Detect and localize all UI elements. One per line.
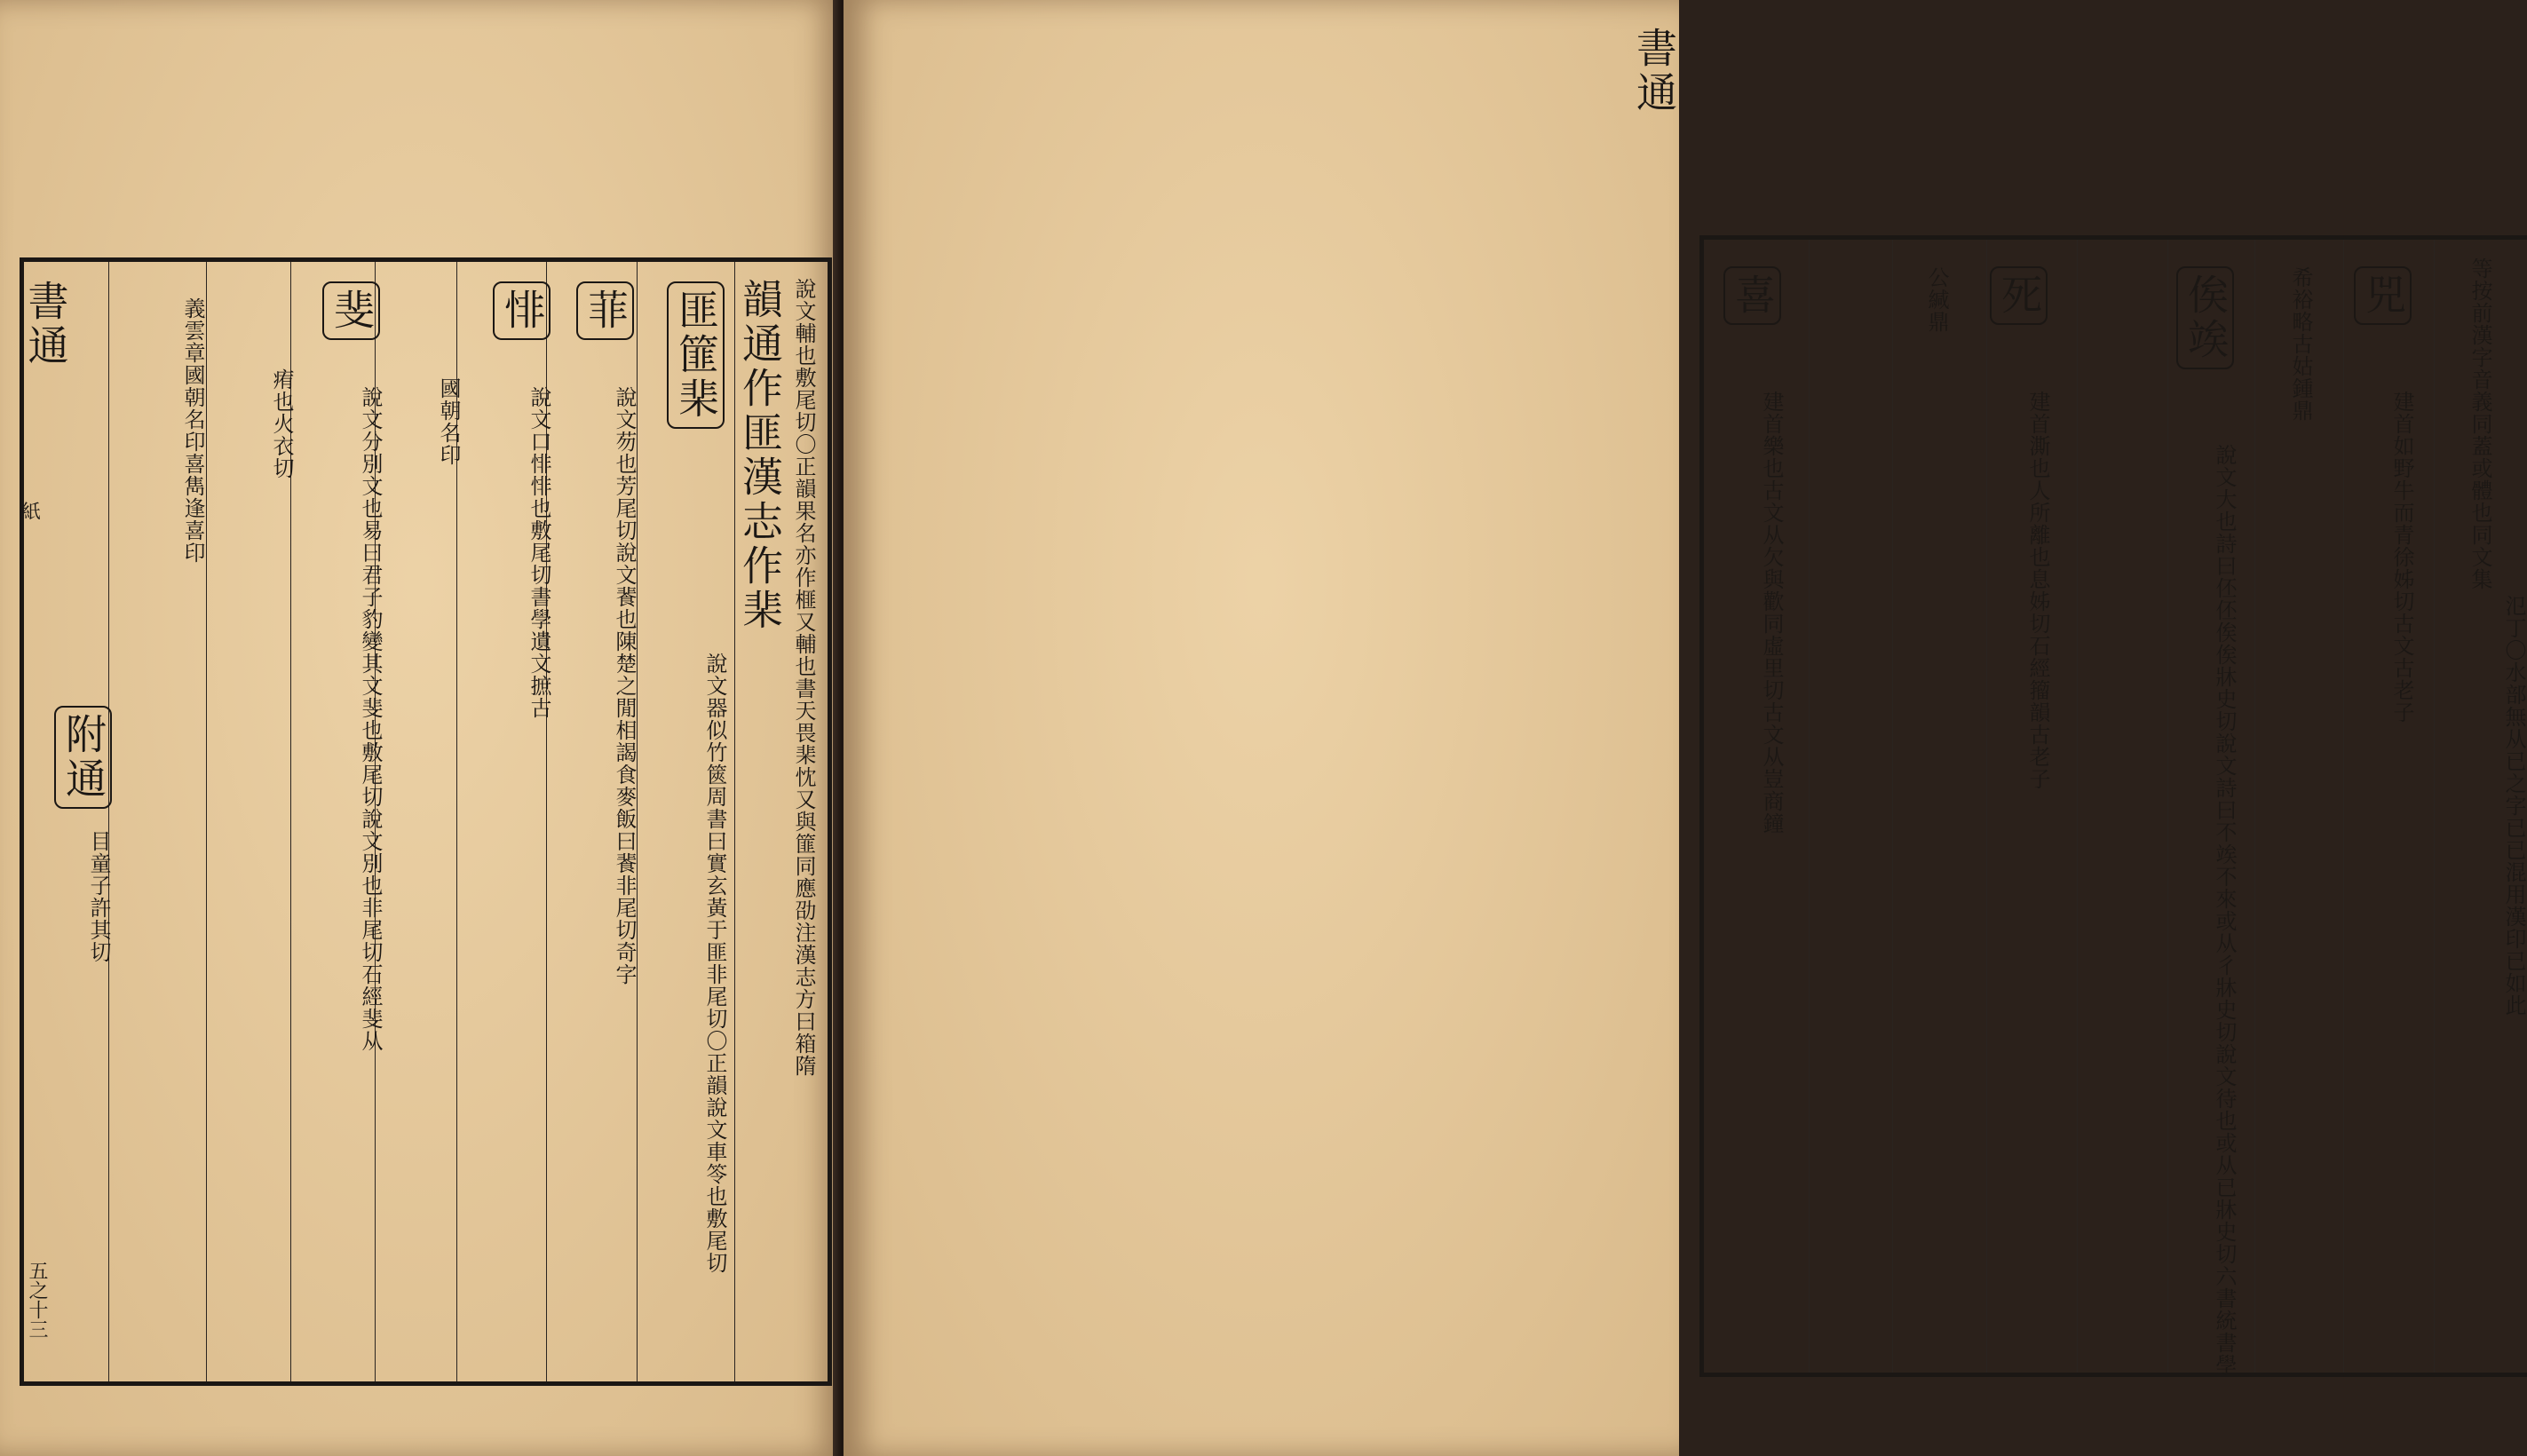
left-col-2-note: 說文器似竹篋周書曰實玄黃于匪非尾切〇正韻說文車笭也敷尾切	[702, 653, 727, 1274]
left-side-label: 紙	[21, 502, 42, 524]
left-col-5-note: 國朝名印	[436, 377, 461, 466]
column-rule	[2254, 240, 2255, 1373]
right-page	[844, 0, 2526, 1456]
right-col-6-head: 死	[1990, 266, 2048, 325]
right-col-1-note: 等按前漢字音義同蓋或體也同文集	[2468, 257, 2492, 590]
right-col-5-head: 俟竢	[2176, 266, 2235, 369]
left-col-7-note: 痏也火衣切	[269, 368, 294, 479]
column-rule	[108, 262, 109, 1381]
left-col-8-note: 義雲章國朝名印喜雋逢喜印	[180, 297, 205, 564]
left-page-label: 書通	[21, 280, 70, 368]
right-col-2-note: 氾丁〇水部無从已之字已已混用漢印已如此	[2501, 595, 2526, 1017]
column-rule	[1892, 240, 1893, 1373]
left-col-4-note: 說文口悱悱也敷尾切書學遺文摭古	[527, 386, 551, 719]
right-col-7-note: 公緘鼎	[1924, 266, 1949, 333]
column-rule	[206, 262, 207, 1381]
column-rule	[2343, 240, 2344, 1373]
right-col-4-note: 希裕略古姑鍾鼎	[2288, 266, 2313, 422]
right-col-3-head: 兕	[2354, 266, 2412, 325]
left-col-1-note: 說文輔也敷尾切〇正韻果名亦作榧又輔也書天畏棐忱又與篚同應劭注漢志方曰箱隋	[791, 278, 816, 1077]
folio-number: 五之十三	[26, 1261, 48, 1339]
left-col-2-head: 匪篚棐	[667, 281, 725, 429]
left-col-6-note: 說文分別文也易曰君子豹變其文斐也敷尾切說文別也非尾切石經斐从	[358, 386, 383, 1052]
left-col-9-head: 附通	[54, 706, 113, 809]
left-col-3-head: 菲	[576, 281, 635, 340]
left-page	[0, 0, 839, 1456]
right-col-8-head: 喜	[1723, 266, 1782, 325]
column-rule	[2077, 240, 2078, 1373]
column-rule	[2167, 240, 2168, 1373]
left-border-frame	[20, 257, 832, 1386]
right-page-label: 書通	[1630, 27, 1678, 115]
right-col-8-note: 建首樂也古文从欠與歡同虛里切古文从豈商鐘	[1759, 391, 1784, 835]
right-border-frame	[1699, 235, 2527, 1377]
left-col-3-note: 說文芴也芳尾切說文餥也陳楚之閒相謁食麥飯曰餥非尾切奇字	[612, 386, 637, 985]
column-rule	[1986, 240, 1987, 1373]
right-col-5-note: 說文大也詩曰伾伾俟俟牀史切說文詩曰不竢不來或从彳牀史切說文待也或从已牀史切六書統書學	[2212, 444, 2237, 1376]
left-col-6-head: 斐	[322, 281, 381, 340]
column-rule	[1809, 240, 1810, 1373]
left-col-9-note: 目童子許其切	[86, 830, 111, 963]
left-col-1-main: 韻通作匪漢志作棐	[736, 278, 784, 633]
column-rule	[2434, 240, 2435, 1373]
left-col-4-head: 悱	[493, 281, 551, 340]
right-col-6-note: 建首澌也人所離也息姊切石經籀韻古老子	[2025, 391, 2050, 790]
right-col-3-note: 建首如野牛而青徐姊切古文古老子	[2389, 391, 2414, 724]
